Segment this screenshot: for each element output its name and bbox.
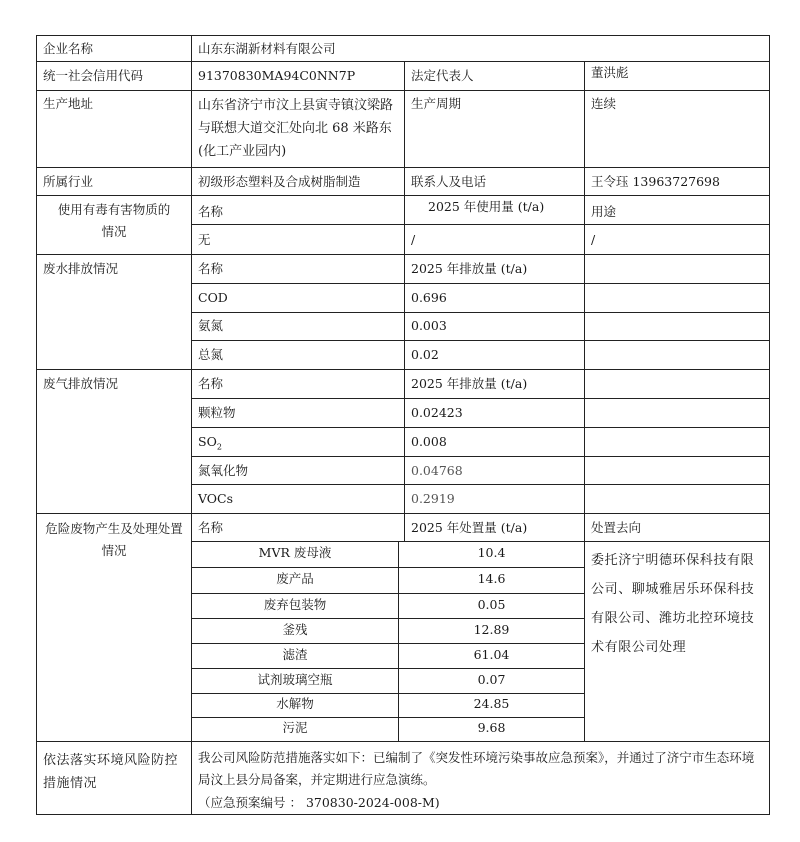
row-line: [191, 398, 770, 399]
wastegas-item-value: 0.008: [411, 434, 447, 449]
wastegas-item-name: 颗粒物: [198, 405, 236, 420]
hazardous-item-name: MVR 废母液: [258, 545, 332, 560]
hazardous-destination-header: 处置去向: [591, 520, 642, 535]
row-line: [36, 814, 770, 815]
col-line: [584, 61, 585, 741]
wastegas-item-value: 0.02423: [411, 405, 463, 420]
wastegas-item-value: 0.2919: [411, 491, 455, 506]
col-line: [404, 61, 405, 513]
wastewater-item-value: 0.003: [411, 318, 447, 333]
row-line: [191, 224, 770, 225]
toxic-use: /: [591, 232, 596, 247]
toxic-amount: /: [411, 232, 416, 247]
wastewater-amount-header: 2025 年排放量 (t/a): [411, 261, 528, 276]
toxic-name-header: 名称: [198, 204, 224, 219]
toxic-substances-label: 使用有毒有害物质的情况: [57, 202, 171, 239]
company-label: 企业名称: [43, 41, 94, 56]
emergency-plan-code: （应急预案编号 ： 370830-2024-008-M): [198, 795, 440, 810]
production-cycle-label: 生产周期: [411, 96, 462, 111]
wastewater-item-name: 总氮: [198, 347, 224, 362]
row-line: [191, 484, 770, 485]
wastewater-name-header: 名称: [198, 261, 224, 276]
hazardous-item-value: 9.68: [477, 720, 506, 735]
contact-label: 联系人及电话: [411, 174, 487, 189]
row-line: [36, 167, 770, 168]
wastegas-item-value: 0.04768: [411, 463, 463, 478]
wastewater-item-value: 0.696: [411, 290, 447, 305]
address-value: 山东省济宁市汶上县寅寺镇汶梁路与联想大道交汇处向北 68 米路东(化工产业园内): [198, 98, 394, 159]
wastewater-item-value: 0.02: [411, 347, 439, 362]
row-line: [36, 513, 770, 514]
production-cycle-value: 连续: [591, 96, 617, 111]
legal-rep-value: 董洪彪: [591, 65, 629, 80]
industry-label: 所属行业: [43, 174, 94, 189]
hazardous-waste-label: 危险废物产生及处理处置情况: [45, 521, 183, 558]
row-line: [36, 741, 770, 742]
row-line: [36, 254, 770, 255]
address-label: 生产地址: [43, 96, 94, 111]
col-line: [769, 35, 770, 815]
wastegas-name-header: 名称: [198, 376, 224, 391]
hazardous-item-name: 水解物: [276, 696, 314, 711]
credit-code-value: 91370830MA94C0NN7P: [198, 68, 356, 83]
credit-code-label: 统一社会信用代码: [43, 68, 144, 83]
so2-subscript: 2: [216, 442, 222, 452]
industry-value: 初级形态塑料及合成树脂制造: [198, 174, 361, 189]
wastegas-item-name: 氮氧化物: [198, 463, 249, 478]
row-line: [36, 369, 770, 370]
toxic-use-header: 用途: [591, 204, 617, 219]
row-line: [191, 456, 770, 457]
col-line: [404, 513, 405, 541]
wastewater-item-name: COD: [198, 290, 228, 305]
hazardous-item-value: 24.85: [473, 696, 510, 711]
wastegas-item-name: [193, 429, 403, 455]
hazardous-item-value: 61.04: [473, 647, 510, 662]
row-line: [191, 340, 770, 341]
hazardous-amount-header: 2025 年处置量 (t/a): [411, 520, 528, 535]
hazardous-item-value: 0.05: [477, 597, 506, 612]
hazardous-item-name: 废弃包装物: [263, 597, 327, 612]
wastegas-amount-header: 2025 年排放量 (t/a): [411, 376, 528, 391]
hazardous-name-header: 名称: [198, 520, 224, 535]
risk-control-text: 我公司风险防范措施落实如下：已编制了《突发性环境污染事故应急预案》，并通过了济宁市生态环境局汶上县分局备案，并定期进行应急演练。: [198, 750, 755, 787]
hazardous-item-value: 14.6: [477, 571, 506, 586]
hazardous-item-value: 0.07: [477, 672, 506, 687]
legal-rep-label: 法定代表人: [411, 68, 474, 83]
col-line: [36, 35, 37, 815]
risk-control-label: 依法落实环境风险防控措施情况: [43, 753, 179, 791]
hazardous-item-name: 釜残: [282, 622, 308, 637]
hazardous-item-name: 试剂玻璃空瓶: [257, 672, 333, 687]
toxic-name: 无: [198, 232, 211, 247]
company-name: 山东东湖新材料有限公司: [198, 41, 336, 56]
row-line: [191, 427, 770, 428]
hazardous-item-name: 污泥: [282, 720, 308, 735]
hazardous-destination: 委托济宁明德环保科技有限公司、聊城雅居乐环保科技有限公司、潍坊北控环境技术有限公司处理: [591, 553, 755, 655]
hazardous-item-value: 12.89: [473, 622, 510, 637]
toxic-amount-header: 2025 年使用量 (t/a): [428, 199, 545, 214]
hazardous-item-name: 废产品: [276, 571, 314, 586]
wastewater-label: 废水排放情况: [43, 261, 119, 276]
hazardous-item-name: 滤渣: [282, 647, 308, 662]
row-line: [191, 283, 770, 284]
wastegas-item-name: VOCs: [198, 491, 234, 506]
hazardous-item-value: 10.4: [477, 545, 506, 560]
so2-main: SO: [198, 434, 217, 449]
contact-value: 王令珏 13963727698: [591, 174, 720, 189]
wastegas-label: 废气排放情况: [43, 376, 119, 391]
wastewater-item-name: 氨氮: [198, 318, 224, 333]
